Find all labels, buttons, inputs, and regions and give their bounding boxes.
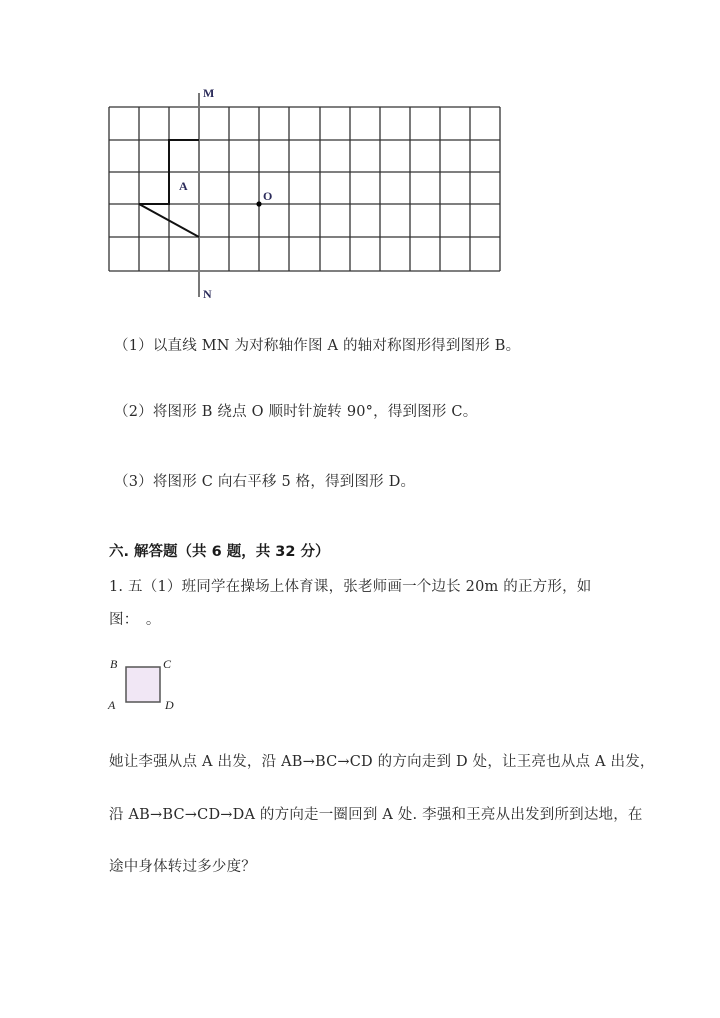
- label-o: O: [263, 189, 273, 203]
- question-1-line-1: 1. 五（1）班同学在操场上体育课，张老师画一个边长 20m 的正方形，如: [109, 579, 592, 595]
- point-o: [256, 201, 261, 206]
- question-1-line-2: 图： 。: [109, 612, 161, 628]
- label-m: M: [203, 86, 215, 100]
- label-a-square: A: [108, 698, 116, 712]
- task-3: （3）将图形 C 向右平移 5 格，得到图形 D。: [114, 474, 416, 490]
- question-1-para-line-3: 途中身体转过多少度？: [109, 859, 256, 875]
- question-1-para-line-1: 她让李强从点 A 出发，沿 AB→BC→CD 的方向走到 D 处，让王亮也从点 A 出发，: [109, 754, 655, 770]
- section-heading: 六. 解答题（共 6 题，共 32 分）: [109, 544, 330, 560]
- label-d: D: [165, 698, 174, 712]
- label-n: N: [203, 287, 212, 301]
- square-abcd: [126, 667, 160, 702]
- label-c: C: [163, 657, 172, 671]
- task-2: （2）将图形 B 绕点 O 顺时针旋转 90°，得到图形 C。: [114, 404, 478, 420]
- label-a: A: [179, 179, 188, 193]
- task-1: （1）以直线 MN 为对称轴作图 A 的轴对称图形得到图形 B。: [114, 338, 521, 354]
- label-b: B: [110, 657, 118, 671]
- square-svg: [100, 650, 190, 715]
- grid-lines: [109, 107, 500, 271]
- grid-figure: [0, 0, 720, 310]
- question-1-para-line-2: 沿 AB→BC→CD→DA 的方向走一圈回到 A 处. 李强和王亮从出发到所到达地，在: [109, 807, 643, 823]
- grid-svg: [0, 0, 720, 310]
- square-figure: [100, 650, 190, 715]
